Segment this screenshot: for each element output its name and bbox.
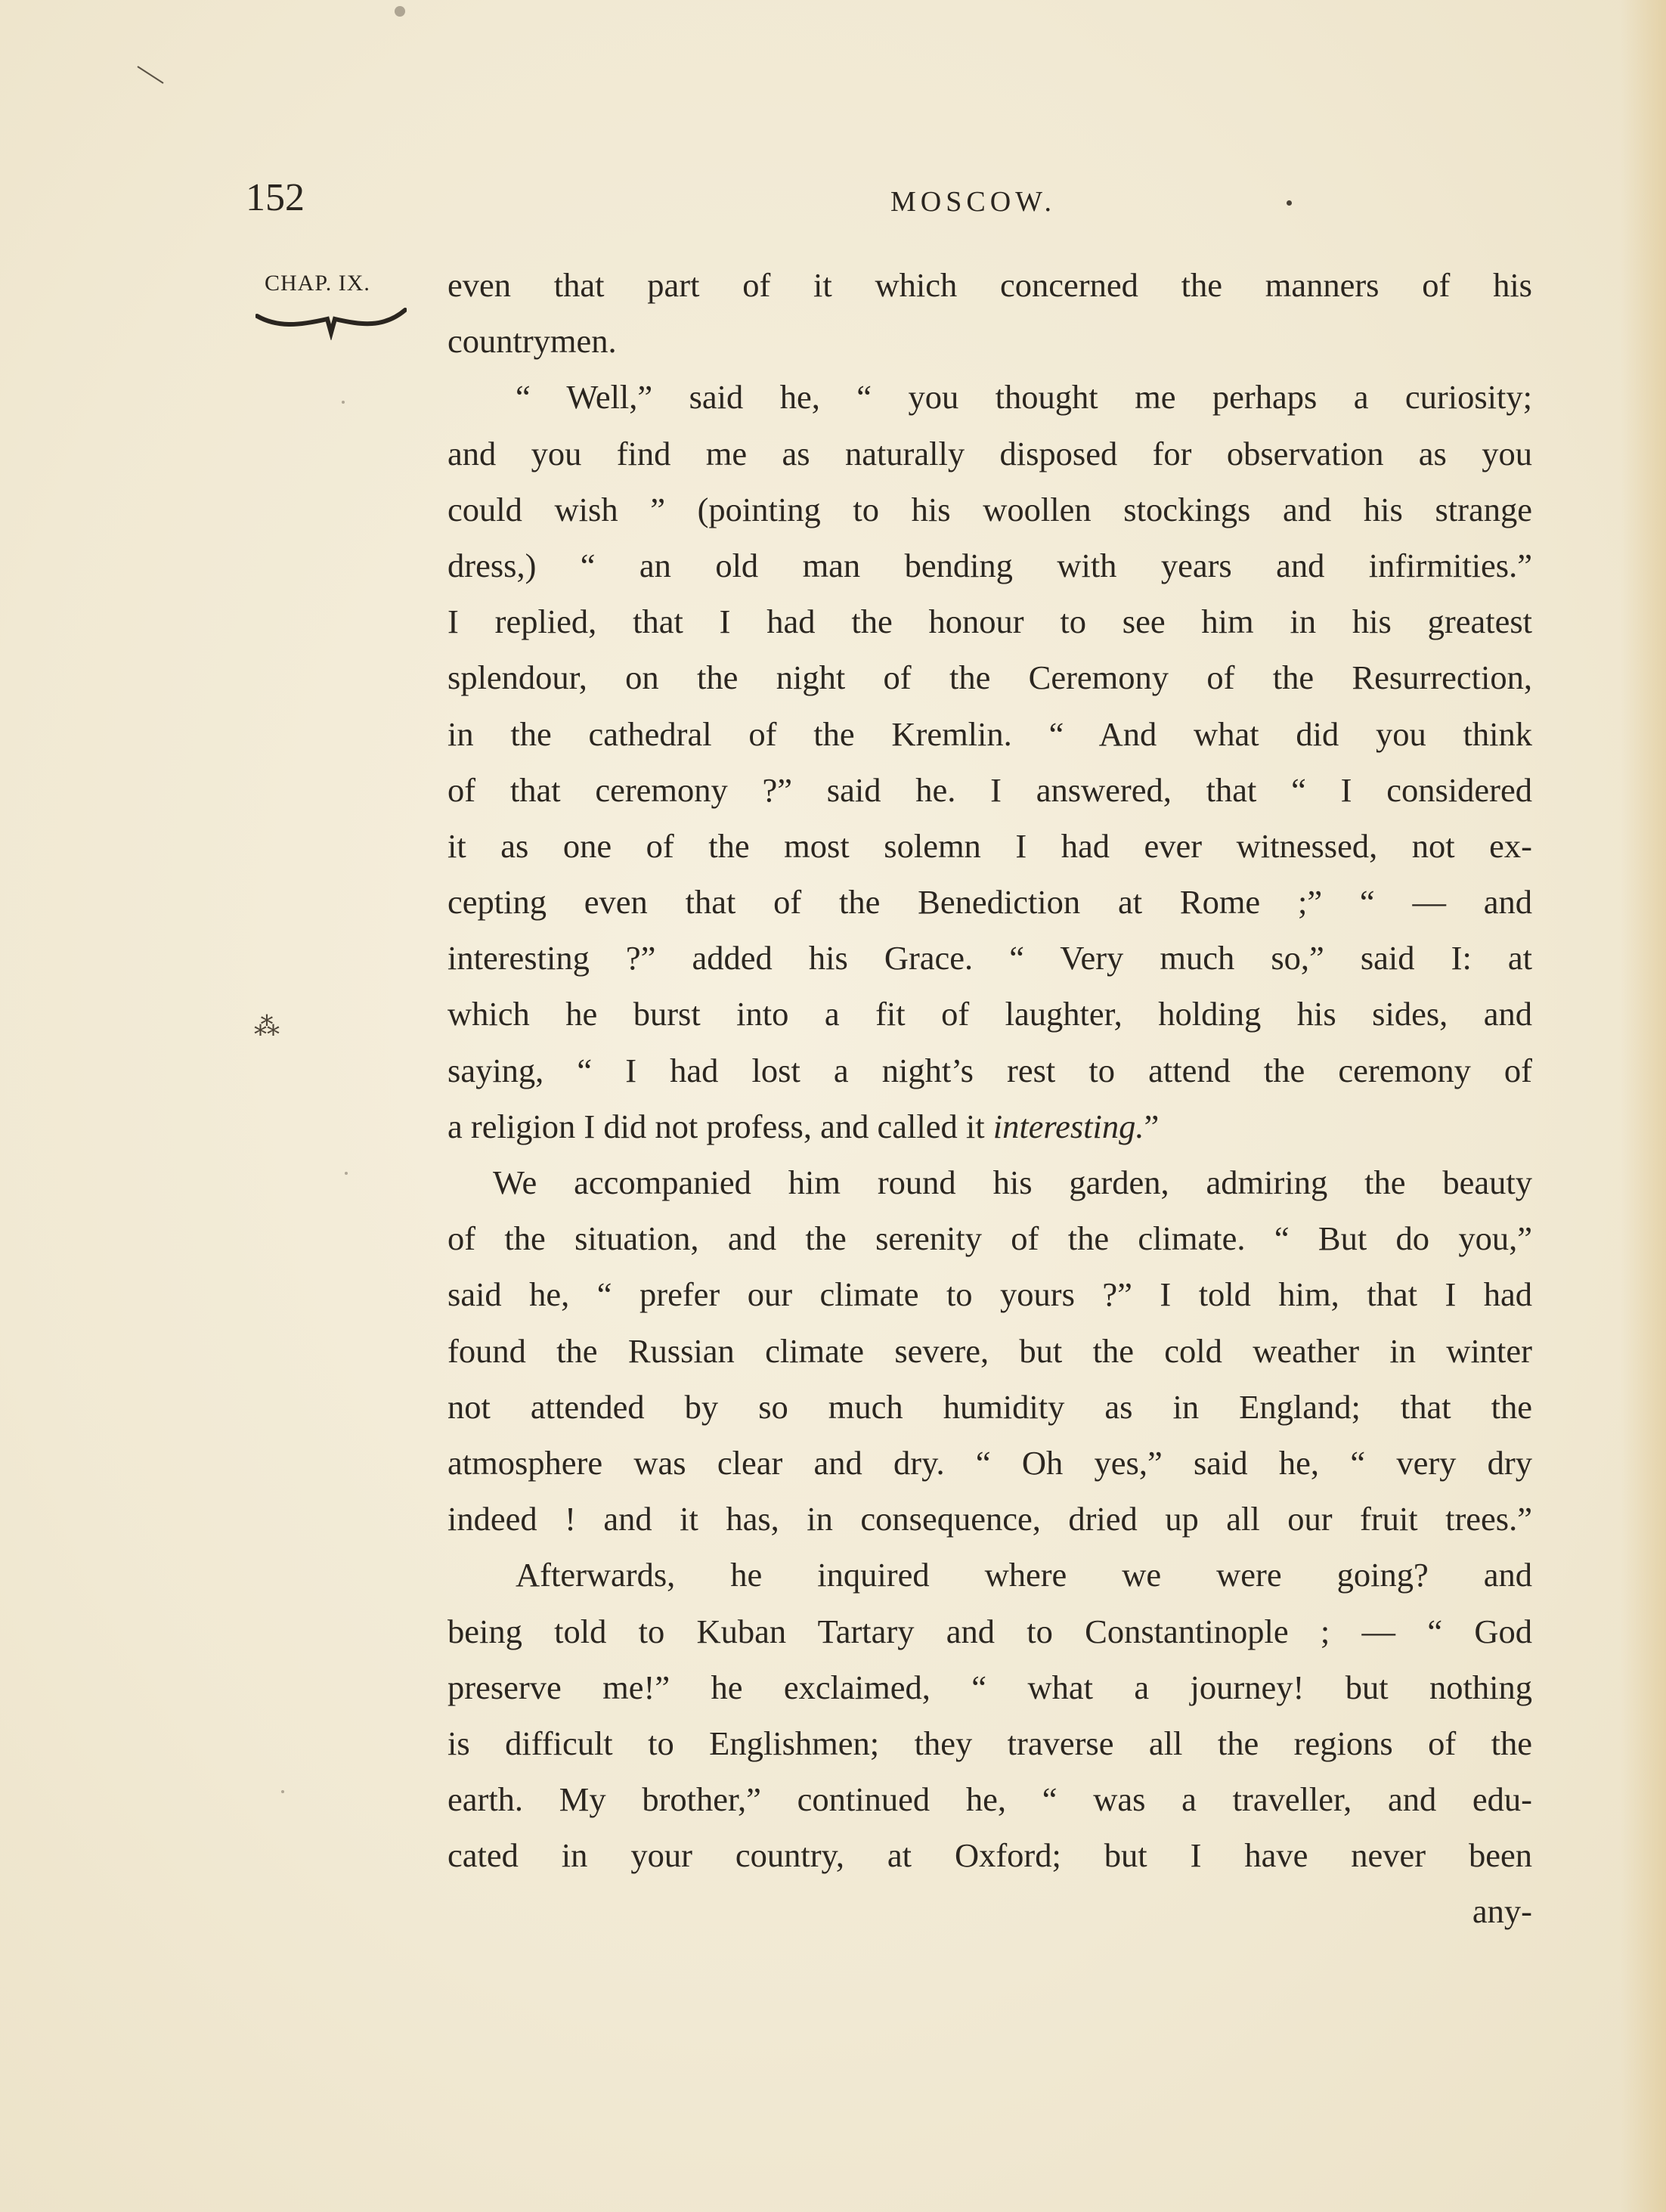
text-line: “ Well,” said he, “ you thought me perhaps a curiosity; xyxy=(516,378,1532,417)
text-line: preserve me!” he exclaimed, “ what a journey! but nothing xyxy=(447,1668,1532,1706)
italic-word: interesting. xyxy=(992,1107,1144,1145)
text-line: being told to Kuban Tartary and to Constantinople ; — “ God xyxy=(447,1612,1532,1650)
closing-quote: ” xyxy=(1144,1107,1160,1145)
catchword: any- xyxy=(1472,1892,1532,1931)
text-line: it as one of the most solemn I had ever witnessed, not ex- xyxy=(447,826,1532,865)
text-line: which he burst into a fit of laughter, holding his sides, and xyxy=(447,995,1532,1033)
chapter-brace-ornament xyxy=(255,302,407,340)
text-line: I replied, that I had the honour to see him in his greatest xyxy=(447,603,1532,641)
text-line: cated in your country, at Oxford; but I have never been xyxy=(447,1836,1532,1875)
margin-asterisk-mark: ⁂ xyxy=(254,1012,280,1042)
running-title: MOSCOW. xyxy=(890,186,1057,218)
text-line: Afterwards, he inquired where we were going? and xyxy=(516,1556,1532,1594)
page-number: 152 xyxy=(246,176,305,219)
text-line: countrymen. xyxy=(447,322,617,361)
text-line: cepting even that of the Benediction at Rome ;” “ — and xyxy=(447,883,1532,922)
text-line: found the Russian climate severe, but the cold weather in winter xyxy=(447,1331,1532,1370)
text-line: We accompanied him round his garden, admiring the beauty xyxy=(493,1163,1532,1201)
text-line: indeed ! and it has, in consequence, dried up all our fruit trees.” xyxy=(447,1500,1532,1538)
page-edge-shading xyxy=(1621,0,1666,2212)
body-text xyxy=(447,257,1532,1940)
ink-speck xyxy=(395,6,405,17)
text-line: interesting ?” added his Grace. “ Very much so,” said I: at xyxy=(447,939,1532,977)
text-run: a religion I did not profess, and called it xyxy=(447,1107,985,1145)
text-line: in the cathedral of the Kremlin. “ And what did you think xyxy=(447,714,1532,753)
text-line: earth. My brother,” continued he, “ was a traveller, and edu- xyxy=(447,1780,1532,1819)
ink-speck xyxy=(281,1790,284,1793)
text-line: of that ceremony ?” said he. I answered, that “ I considered xyxy=(447,770,1532,809)
text-line: not attended by so much humidity as in England; that the xyxy=(447,1387,1532,1426)
header-dot-mark xyxy=(1287,200,1292,206)
text-line: saying, “ I had lost a night’s rest to attend the ceremony of xyxy=(447,1051,1532,1089)
text-line-with-italic xyxy=(447,1098,1532,1154)
text-line: could wish ” (pointing to his woollen stockings and his strange xyxy=(447,490,1532,528)
ink-speck xyxy=(342,401,345,404)
corner-mark xyxy=(136,64,166,86)
chapter-label: CHAP. IX. xyxy=(265,271,370,296)
text-line: even that part of it which concerned the manners of his xyxy=(447,266,1532,304)
ink-speck xyxy=(345,1172,348,1175)
text-line: is difficult to Englishmen; they traverse all the regions of the xyxy=(447,1724,1532,1762)
text-line: of the situation, and the serenity of the climate. “ But do you,” xyxy=(447,1219,1532,1258)
text-line: said he, “ prefer our climate to yours ?” I told him, that I had xyxy=(447,1275,1532,1314)
text-line: splendour, on the night of the Ceremony of the Resurrection, xyxy=(447,658,1532,697)
text-line: and you find me as naturally disposed for observation as you xyxy=(447,434,1532,472)
text-line: dress,) “ an old man bending with years and infirmities.” xyxy=(447,546,1532,584)
text-line: atmosphere was clear and dry. “ Oh yes,” said he, “ very dry xyxy=(447,1443,1532,1482)
